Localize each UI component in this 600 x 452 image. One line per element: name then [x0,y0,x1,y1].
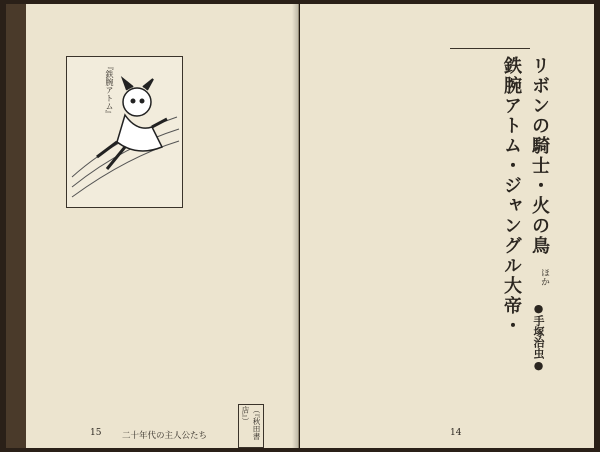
page-number-right: 14 [450,428,462,438]
source-box: （『秋田書店』） [238,404,264,448]
illustration [66,56,183,208]
running-head: 二十年代の主人公たち [122,431,208,441]
book-spread [6,4,594,448]
title-rule [450,48,530,49]
title-suffix: ほか [539,268,549,286]
article-title: 鉄腕アトム・ジャングル大帝・ [501,56,522,336]
article-title-line2: リボンの騎士・火の鳥 [529,56,550,256]
illustration-caption: 『鉄腕アトム』 [105,62,114,118]
right-page [300,4,594,448]
left-page [6,4,299,448]
author-name: ●手塚治虫● [532,302,545,372]
page-number-left: 15 [90,428,102,438]
body-text-column [269,44,279,328]
book-cover-edge [6,4,26,448]
astro-boy-illustration [67,57,182,207]
